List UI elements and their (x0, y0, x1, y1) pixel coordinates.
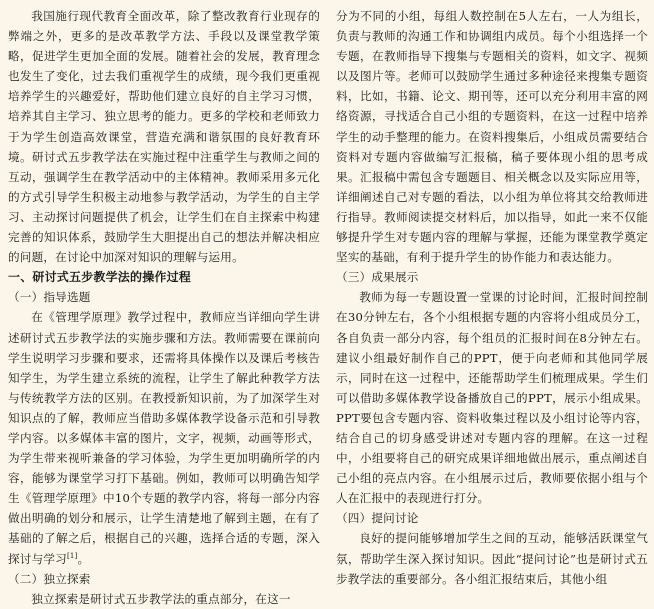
topic-selection-text: 在《管理学原理》教学过程中，教师应当详细向学生讲述研讨式五步教学法的实施步骤和方法。教师需要在课前向学生说明学习步骤和要求，还需将具体操作以及课后考核告知学生，为学生建立系统的流程，让学生了解此种教学方法与传统教学方法的区别。在教授新知识前，为了加深学生对知识点的了解，教师应当借助多媒体教学设备示范和引导教学内容。以多媒体丰富的图片，文字，视频，动画等形式，为学生带来视听兼备的学习体验，为学生更加明确所学的内容，能够为课堂学习打下基础。例如，教师可以明确告知学生《管理学原理》中10个专题的教学内容，将每一部分内容做出明确的划分和展示，让学生清楚地了解到主题，在有了基础的了解之后，根据自己的兴趣，选择合适的专题，深入探讨与学习 (8, 310, 320, 566)
section-heading: 一、研讨式五步教学法的操作过程 (8, 270, 192, 285)
topic-selection-end: 。 (77, 551, 90, 566)
subsection-heading-independent-exploration: （二）独立探索 (8, 571, 91, 586)
questions-discussion-paragraph: 良好的提问能够增加学生之间的互动，能够活跃课堂气氛，帮助学生深入探讨知识。因此“提问讨论”也是研讨式五步教学法的重要部分。各小组汇报结束后，其他小组 (336, 531, 648, 586)
citation-ref: [1] (66, 551, 78, 560)
topic-selection-paragraph (8, 307, 320, 568)
subsection-heading-results-presentation: （三）成果展示 (336, 270, 419, 285)
results-presentation-paragraph: 教师为每一专题设置一堂课的讨论时间，汇报时间控制在30分钟左右，各个小组根据专题的内容将小组成员分工，各自负责一部分内容，每个组员的汇报时间在8分钟左右。建议小组最好制作自己的PPT，便于向老师和其他同学展示，同时在这一过程中，还能帮助学生们梳理成果。学生们可以借助多媒体教学设备播放自己的PPT，展示小组成果。PPT要包含专题内容、资料收集过程以及小组讨论等内容，结合自己的切身感受讲述对专题内容的理解。在这一过程中，小组要将自己的研究成果详细地做出展示，重点阐述自己小组的亮点内容。在小组展示过后，教师要依据小组与个人在汇报中的表现进行打分。 (336, 290, 648, 506)
subsection-heading-questions-discussion: （四）提问讨论 (336, 511, 419, 526)
grouping-paragraph: 分为不同的小组，每组人数控制在5人左右，一人为组长，负责与教师的沟通工作和协调组内成员。每个小组选择一个专题，在教师指导下搜集与专题相关的资料，如文字、视频以及图片等。老师可以鼓励学生通过多种途径来搜集专题资料，比如，书籍、论文、期刊等，还可以充分利用丰富的网络资源，寻找适合自己小组的专题资料，在这一过程中培养学生的动手整理的能力。在资料搜集后，小组成员需要结合资料对专题内容做编写汇报稿，稿子要体现小组的思考成果。汇报稿中需包含专题题目、相关概念以及实际应用等，详细阐述自己对专题的看法，以小组为单位将其交给教师进行指导。教师阅读提交材料后，加以指导，如此一来不仅能够提升学生对专题内容的理解与掌握，还能为课堂教学奠定坚实的基础，有利于提升学生的协作能力和表达能力。 (336, 9, 648, 265)
subsection-heading-topic-selection: （一）指导选题 (8, 290, 91, 305)
right-column (328, 6, 648, 586)
intro-paragraph: 我国施行现代教育全面改革，除了整改教育行业现存的弊端之外，更多的是改革教学方法、手段以及课堂教学策略，促进学生更加全面的发展。随着社会的发展，教育理念也发生了变化，过去我们重视学生的成绩，现今我们更重视培养学生的兴趣爱好，帮助他们建立良好的自主学习习惯，培养其自主学习、独立思考的能力。更多的学校和老师致力于为学生创造高效课堂，营造充满和谐氛围的良好教育环境。研讨式五步教学法在实施过程中注重学生与教师之间的互动，强调学生在教学活动中的主体精神。教师采用多元化的方式引导学生积极主动地参与教学活动，为学生的自主学习、主动探讨问题提供了机会，让学生们在自主探索中构建完善的知识体系，鼓励学生大胆提出自己的想法并解决相应的问题，在讨论中加深对知识的理解与运用。 (8, 9, 320, 265)
left-column (8, 6, 328, 606)
independent-exploration-paragraph: 独立探索是研讨式五步教学法的重点部分，在这一 (31, 591, 291, 606)
